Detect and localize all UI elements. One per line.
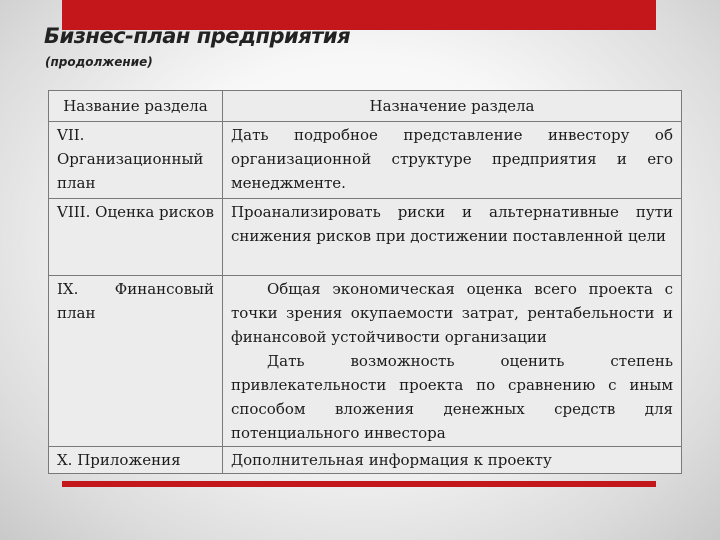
table-row [49, 276, 682, 447]
table-row [49, 447, 682, 474]
table-row [49, 199, 682, 276]
purpose-paragraph: Дополнительная информация к проекту [230, 451, 552, 469]
bottom-accent-bar [62, 481, 656, 487]
table-header-row [49, 91, 682, 122]
purpose-paragraph: Дать подробное представление инвестору об организационной структуре предприятия и его менеджменте. [230, 126, 673, 192]
section-purpose-cell [222, 276, 681, 447]
section-name-cell: VIII. Оценка рисков [49, 199, 223, 276]
slide-title: Бизнес-план предприятия [44, 24, 351, 48]
table-row [49, 122, 682, 199]
header-section-name: Название раздела [49, 91, 223, 122]
section-purpose-cell [222, 122, 681, 199]
section-purpose-cell [222, 199, 681, 276]
section-name-cell: X. Приложения [49, 447, 223, 474]
section-purpose-cell [222, 447, 681, 474]
purpose-paragraph: Общая экономическая оценка всего проекта с точки зрения окупаемости затрат, рентабельности и финансовой устойчивости организации [230, 280, 673, 346]
header-section-purpose: Назначение раздела [222, 91, 681, 122]
slide-subtitle: (продолжение) [45, 55, 153, 69]
section-name-cell: VII. Организационный план [49, 122, 223, 199]
section-name-cell: IX. Финансовый план [49, 276, 223, 447]
purpose-paragraph: Дать возможность оценить степень привлекательности проекта по сравнению с иным способом вложения денежных средств для потенциального инвестора [230, 352, 673, 442]
purpose-paragraph: Проанализировать риски и альтернативные пути снижения рисков при достижении поставленной цели [230, 203, 673, 245]
business-plan-table [48, 90, 682, 474]
